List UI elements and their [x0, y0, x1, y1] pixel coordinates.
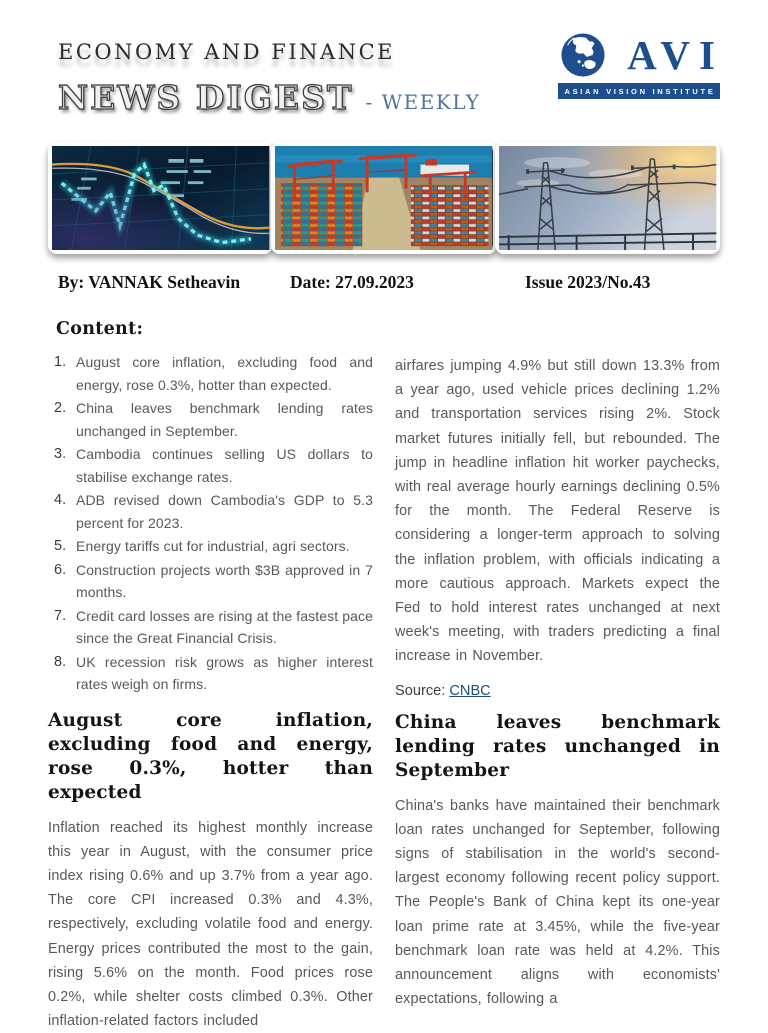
- byline-row: [48, 272, 720, 293]
- header: [48, 30, 720, 126]
- item-number: 6.: [48, 559, 76, 604]
- globe-icon: [560, 32, 606, 78]
- logo-acronym: AVI: [627, 35, 724, 76]
- masthead: [48, 30, 481, 117]
- item-text: August core inflation, excluding food and energy, rose 0.3%, hotter than expected.: [76, 351, 373, 396]
- content-list-item: [48, 397, 373, 442]
- byline-author: By: VANNAK Setheavin: [58, 272, 290, 293]
- container-port-photo: [271, 142, 496, 254]
- source-line: [395, 683, 720, 699]
- item-text: Credit card losses are rising at the fastest pace since the Great Financial Crisis.: [76, 605, 373, 650]
- article-body: [48, 319, 720, 1033]
- page-title: NEWS DIGEST: [58, 78, 353, 117]
- item-text: Cambodia continues selling US dollars to stabilise exchange rates.: [76, 443, 373, 488]
- article1-body-right: airfares jumping 4.9% but still down 13.3% from a year ago, used vehicle prices declining 1.2% and transportation services rising 2%. Stock market futures initially fell, but rebounded. The jump in headline inflation hit worker paychecks, with real average hourly earnings declining 0.5% for the month. The Federal Reserve is considering a longer-term approach to solving the inflation problem, with officials indicating a more cautious approach. Markets expect the Fed to hold interest rates unchanged at next week's meeting, with traders predicting a final increase in November.: [395, 354, 720, 669]
- item-text: Energy tariffs cut for industrial, agri sectors.: [76, 535, 373, 558]
- item-text: China leaves benchmark lending rates unchanged in September.: [76, 397, 373, 442]
- source-label: Source:: [395, 683, 449, 699]
- right-column: [395, 319, 720, 1033]
- article2-body: China's banks have maintained their benchmark loan rates unchanged for September, following signs of stabilisation in the world's second-largest economy following recent policy support. The People's Bank of China kept its one-year loan prime rate at 3.45%, while the five-year benchmark loan rate was held at 4.2%. This announcement aligns with economists' expectations, following a: [395, 794, 720, 1012]
- item-number: 1.: [48, 351, 76, 396]
- item-text: Construction projects worth $3B approved in 7 months.: [76, 559, 373, 604]
- content-list: [48, 351, 373, 696]
- content-list-item: [48, 535, 373, 558]
- logo-org-name: ASIAN VISION INSTITUTE: [558, 83, 720, 99]
- banner-photos: [48, 142, 720, 254]
- content-list-item: [48, 351, 373, 396]
- byline-issue: Issue 2023/No.43: [525, 272, 650, 293]
- left-column: [48, 319, 373, 1033]
- kicker-title: ECONOMY AND FINANCE: [58, 40, 481, 64]
- byline-date: Date: 27.09.2023: [290, 272, 525, 293]
- item-number: 4.: [48, 489, 76, 534]
- item-number: 3.: [48, 443, 76, 488]
- content-list-item: [48, 559, 373, 604]
- source-link[interactable]: CNBC: [449, 683, 490, 699]
- item-number: 7.: [48, 605, 76, 650]
- content-list-item: [48, 489, 373, 534]
- article2-heading: China leaves benchmark lending rates unchanged in September: [395, 711, 720, 783]
- item-number: 8.: [48, 651, 76, 696]
- stock-market-photo: [48, 142, 273, 254]
- item-number: 2.: [48, 397, 76, 442]
- item-text: UK recession risk grows as higher interest rates weigh on firms.: [76, 651, 373, 696]
- item-text: ADB revised down Cambodia's GDP to 5.3 percent for 2023.: [76, 489, 373, 534]
- content-list-item: [48, 605, 373, 650]
- article1-body-left: Inflation reached its highest monthly increase this year in August, with the consumer price index rising 0.6% and up 3.7% from a year ago. The core CPI increased 0.3% and 4.3%, respectively, excluding volatile food and energy. Energy prices contributed the most to the gain, rising 5.6% on the month. Food prices rose 0.2%, while shelter costs climbed 0.3%. Other inflation-related factors included: [48, 816, 373, 1033]
- power-grid-photo: [495, 142, 720, 254]
- content-list-item: [48, 443, 373, 488]
- content-heading: Content:: [56, 319, 373, 339]
- article1-heading: August core inflation, excluding food and energy, rose 0.3%, hotter than expected: [48, 709, 373, 805]
- item-number: 5.: [48, 535, 76, 558]
- page-title-suffix: - WEEKLY: [365, 90, 480, 114]
- content-list-item: [48, 651, 373, 696]
- avi-logo: [558, 32, 720, 99]
